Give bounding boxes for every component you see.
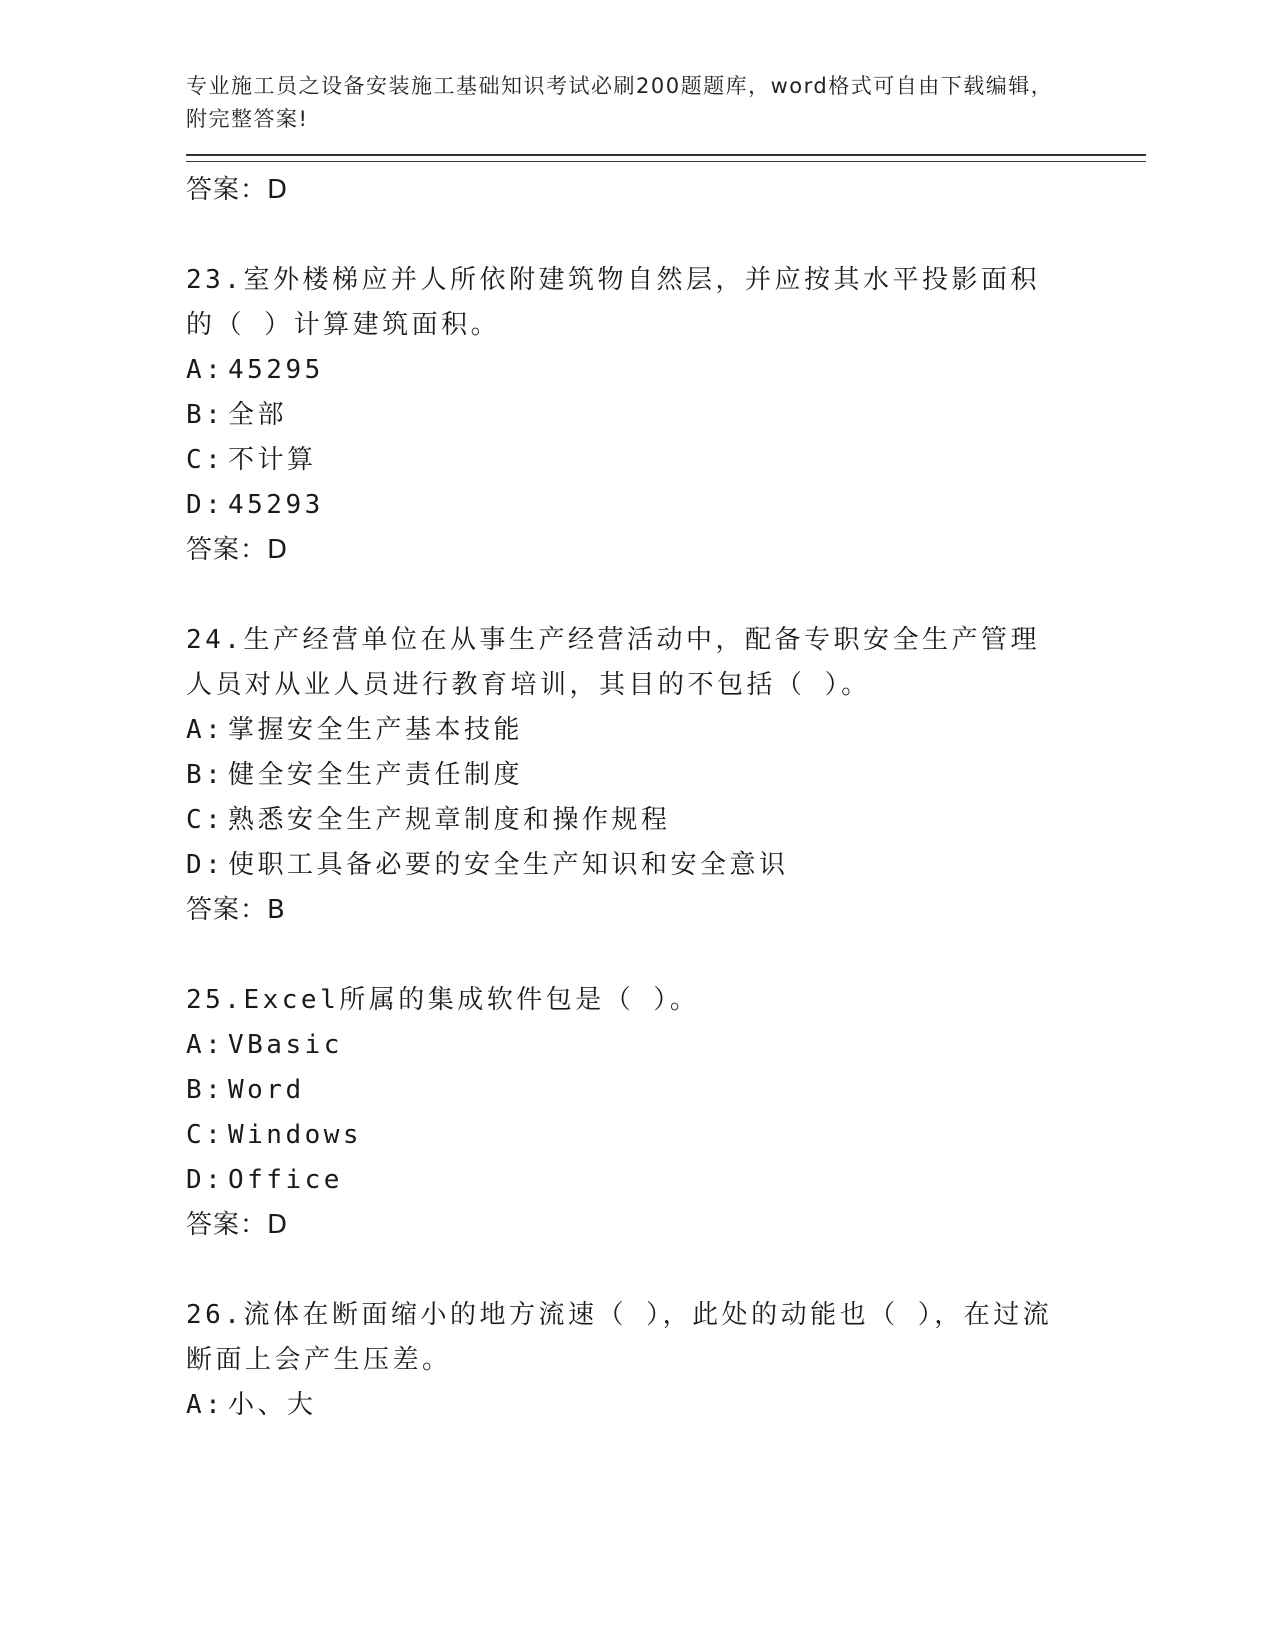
option-a [186,1383,1146,1428]
option-text: 熟悉安全生产规章制度和操作规程 [228,805,671,835]
header-divider [186,154,1146,162]
option-text: 掌握安全生产基本技能 [228,715,524,745]
option-text: VBasic [228,1030,343,1060]
document-header: 专业施工员之设备安装施工基础知识考试必刷200题题库，word格式可自由下载编辑，附完整答案! [186,74,1054,131]
option-text: 健全安全生产责任制度 [228,760,524,790]
option-text: Office [228,1165,343,1195]
question-25 [186,978,1146,1247]
option-key: D: [186,1165,225,1195]
option-a [186,708,1146,753]
option-key: D: [186,850,225,880]
option-text: Windows [228,1120,363,1150]
answer-line: 答案：B [186,895,286,925]
option-key: A: [186,1030,225,1060]
option-key: A: [186,715,225,745]
option-text: 45295 [228,355,324,385]
option-text: Word [228,1075,305,1105]
option-key: C: [186,445,225,475]
question-24 [186,618,1146,932]
option-key: D: [186,490,225,520]
option-d [186,843,1146,888]
answer-line: 答案：D [186,535,289,565]
question-stem: 23.室外楼梯应并人所依附建筑物自然层，并应按其水平投影面积的（ ）计算建筑面积。 [186,265,1040,340]
option-text: 45293 [228,490,324,520]
option-c [186,798,1146,843]
option-text: 全部 [228,400,288,430]
question-26 [186,1293,1146,1428]
option-b [186,1068,1146,1113]
question-23 [186,258,1146,572]
option-a [186,348,1146,393]
option-b [186,393,1146,438]
option-text: 小、大 [228,1390,317,1420]
option-key: C: [186,805,225,835]
option-b [186,753,1146,798]
answer-line: 答案：D [186,1210,289,1240]
option-a [186,1023,1146,1068]
question-stem: 24.生产经营单位在从事生产经营活动中，配备专职安全生产管理人员对从业人员进行教育培训，其目的不包括（ ）。 [186,625,1040,700]
option-key: A: [186,355,225,385]
option-c [186,438,1146,483]
option-key: A: [186,1390,225,1420]
option-key: B: [186,760,225,790]
question-stem: 26.流体在断面缩小的地方流速（ ），此处的动能也（ ），在过流断面上会产生压差。 [186,1300,1053,1375]
option-d [186,483,1146,528]
option-text: 不计算 [228,445,317,475]
option-d [186,1158,1146,1203]
option-c [186,1113,1146,1158]
document-page [186,70,1146,1428]
option-key: B: [186,1075,225,1105]
option-text: 使职工具备必要的安全生产知识和安全意识 [228,850,789,880]
previous-question-answer: 答案：D [186,175,289,205]
question-stem: 25.Excel所属的集成软件包是（ ）。 [186,985,700,1015]
option-key: C: [186,1120,225,1150]
option-key: B: [186,400,225,430]
